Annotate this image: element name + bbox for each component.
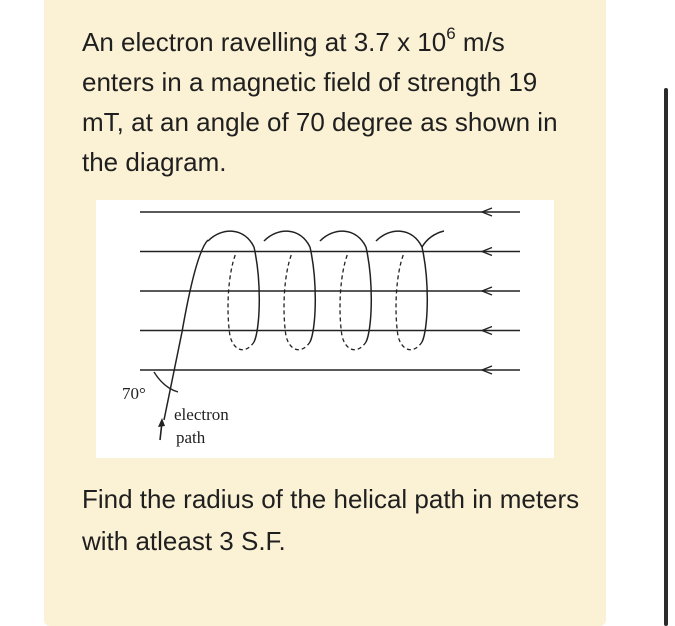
helix-loop-side <box>366 247 371 342</box>
question-text-part2: m/s enters in a magnetic field of strength 19 mT, at an angle of 70 degree as shown in the diagram. <box>82 27 558 177</box>
question-text <box>82 22 582 182</box>
angle-marker <box>122 372 178 403</box>
electron-label: electron <box>174 405 229 424</box>
path-label: path <box>176 428 206 447</box>
helix-loop-front <box>264 231 310 247</box>
helix-loop-back <box>228 253 254 350</box>
electron-path-label <box>158 405 229 447</box>
helix-loop-front <box>320 231 366 247</box>
angle-label: 70° <box>122 384 146 403</box>
angle-arc <box>154 372 178 392</box>
helix-loop-side <box>310 247 315 342</box>
helix-exit <box>422 231 444 247</box>
helix-diagram <box>96 200 554 458</box>
helix-loop-side <box>254 247 259 342</box>
question-exponent: 6 <box>446 24 456 43</box>
helical-path <box>164 231 444 420</box>
helix-loop-side <box>422 247 427 342</box>
magnetic-field-lines <box>140 208 520 374</box>
helix-loop-back <box>284 253 310 350</box>
helix-loop-back <box>340 253 366 350</box>
scrollbar[interactable] <box>664 88 668 626</box>
question-text-part1: An electron ravelling at 3.7 x 10 <box>82 27 447 57</box>
helix-loop-front <box>208 231 254 247</box>
helix-loop-front <box>376 231 422 247</box>
helix-diagram-svg <box>96 200 554 458</box>
helix-loop-back <box>396 253 422 350</box>
prompt-text: Find the radius of the helical path in meters with atleast 3 S.F. <box>82 484 580 556</box>
